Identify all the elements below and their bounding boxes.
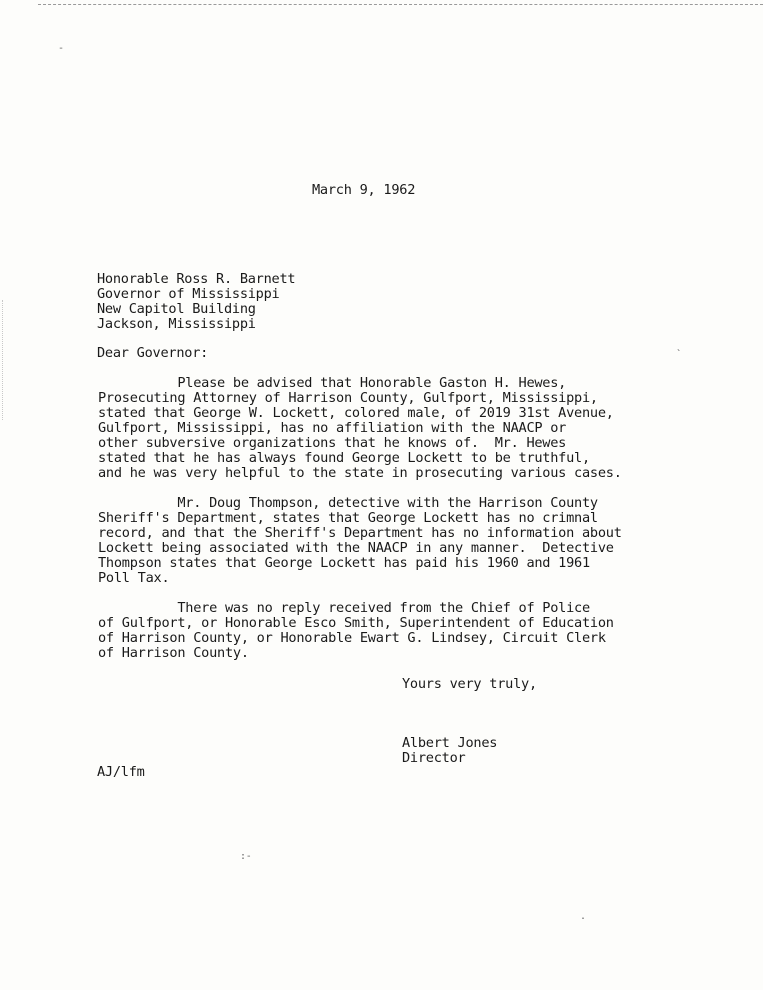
recipient-name: Honorable Ross R. Barnett (97, 271, 296, 287)
complimentary-closing: Yours very truly, (402, 676, 537, 692)
salutation: Dear Governor: (97, 345, 209, 361)
page-left-edge (2, 300, 3, 420)
recipient-title: Governor of Mississippi (97, 286, 280, 302)
paragraph-line: Lockett being associated with the NAACP in any manner. Detective (98, 540, 614, 556)
paragraph-line: Thompson states that George Lockett has paid his 1960 and 1961 (98, 555, 590, 571)
paragraph-line: stated that George W. Lockett, colored male, of 2019 31st Avenue, (98, 405, 614, 421)
paragraph-line: Prosecuting Attorney of Harrison County, Gulfport, Mississippi, (98, 390, 598, 406)
letter-date: March 9, 1962 (312, 182, 416, 198)
page-top-rule (38, 4, 763, 5)
scan-speck: . (580, 911, 586, 922)
scan-speck: - (58, 43, 64, 54)
paragraph-line: stated that he has always found George Lockett to be truthful, (98, 450, 590, 466)
paragraph-line: other subversive organizations that he knows of. Mr. Hewes (98, 435, 567, 451)
paragraph-line: There was no reply received from the Chief of Police (98, 600, 590, 616)
paragraph-line: Gulfport, Mississippi, has no affiliation with the NAACP or (98, 420, 567, 436)
paragraph-line: of Harrison County. (98, 645, 249, 661)
scan-speck: ` (676, 349, 682, 360)
paragraph-line: of Gulfport, or Honorable Esco Smith, Superintendent of Education (98, 615, 614, 631)
paragraph-line: record, and that the Sheriff's Department has no information about (98, 525, 622, 541)
paragraph-line: and he was very helpful to the state in prosecuting various cases. (98, 465, 622, 481)
paragraph-line: Mr. Doug Thompson, detective with the Harrison County (98, 495, 598, 511)
recipient-building: New Capitol Building (97, 301, 256, 317)
reference-initials: AJ/lfm (97, 764, 145, 780)
signer-name: Albert Jones (402, 735, 498, 751)
scan-speck: :- (240, 851, 252, 862)
paragraph-line: of Harrison County, or Honorable Ewart G. Lindsey, Circuit Clerk (98, 630, 606, 646)
paragraph-line: Sheriff's Department, states that George Lockett has no crimnal (98, 510, 598, 526)
paragraph-line: Please be advised that Honorable Gaston H. Hewes, (98, 375, 567, 391)
signer-title: Director (402, 750, 466, 766)
recipient-city: Jackson, Mississippi (97, 316, 256, 332)
paragraph-line: Poll Tax. (98, 570, 170, 586)
